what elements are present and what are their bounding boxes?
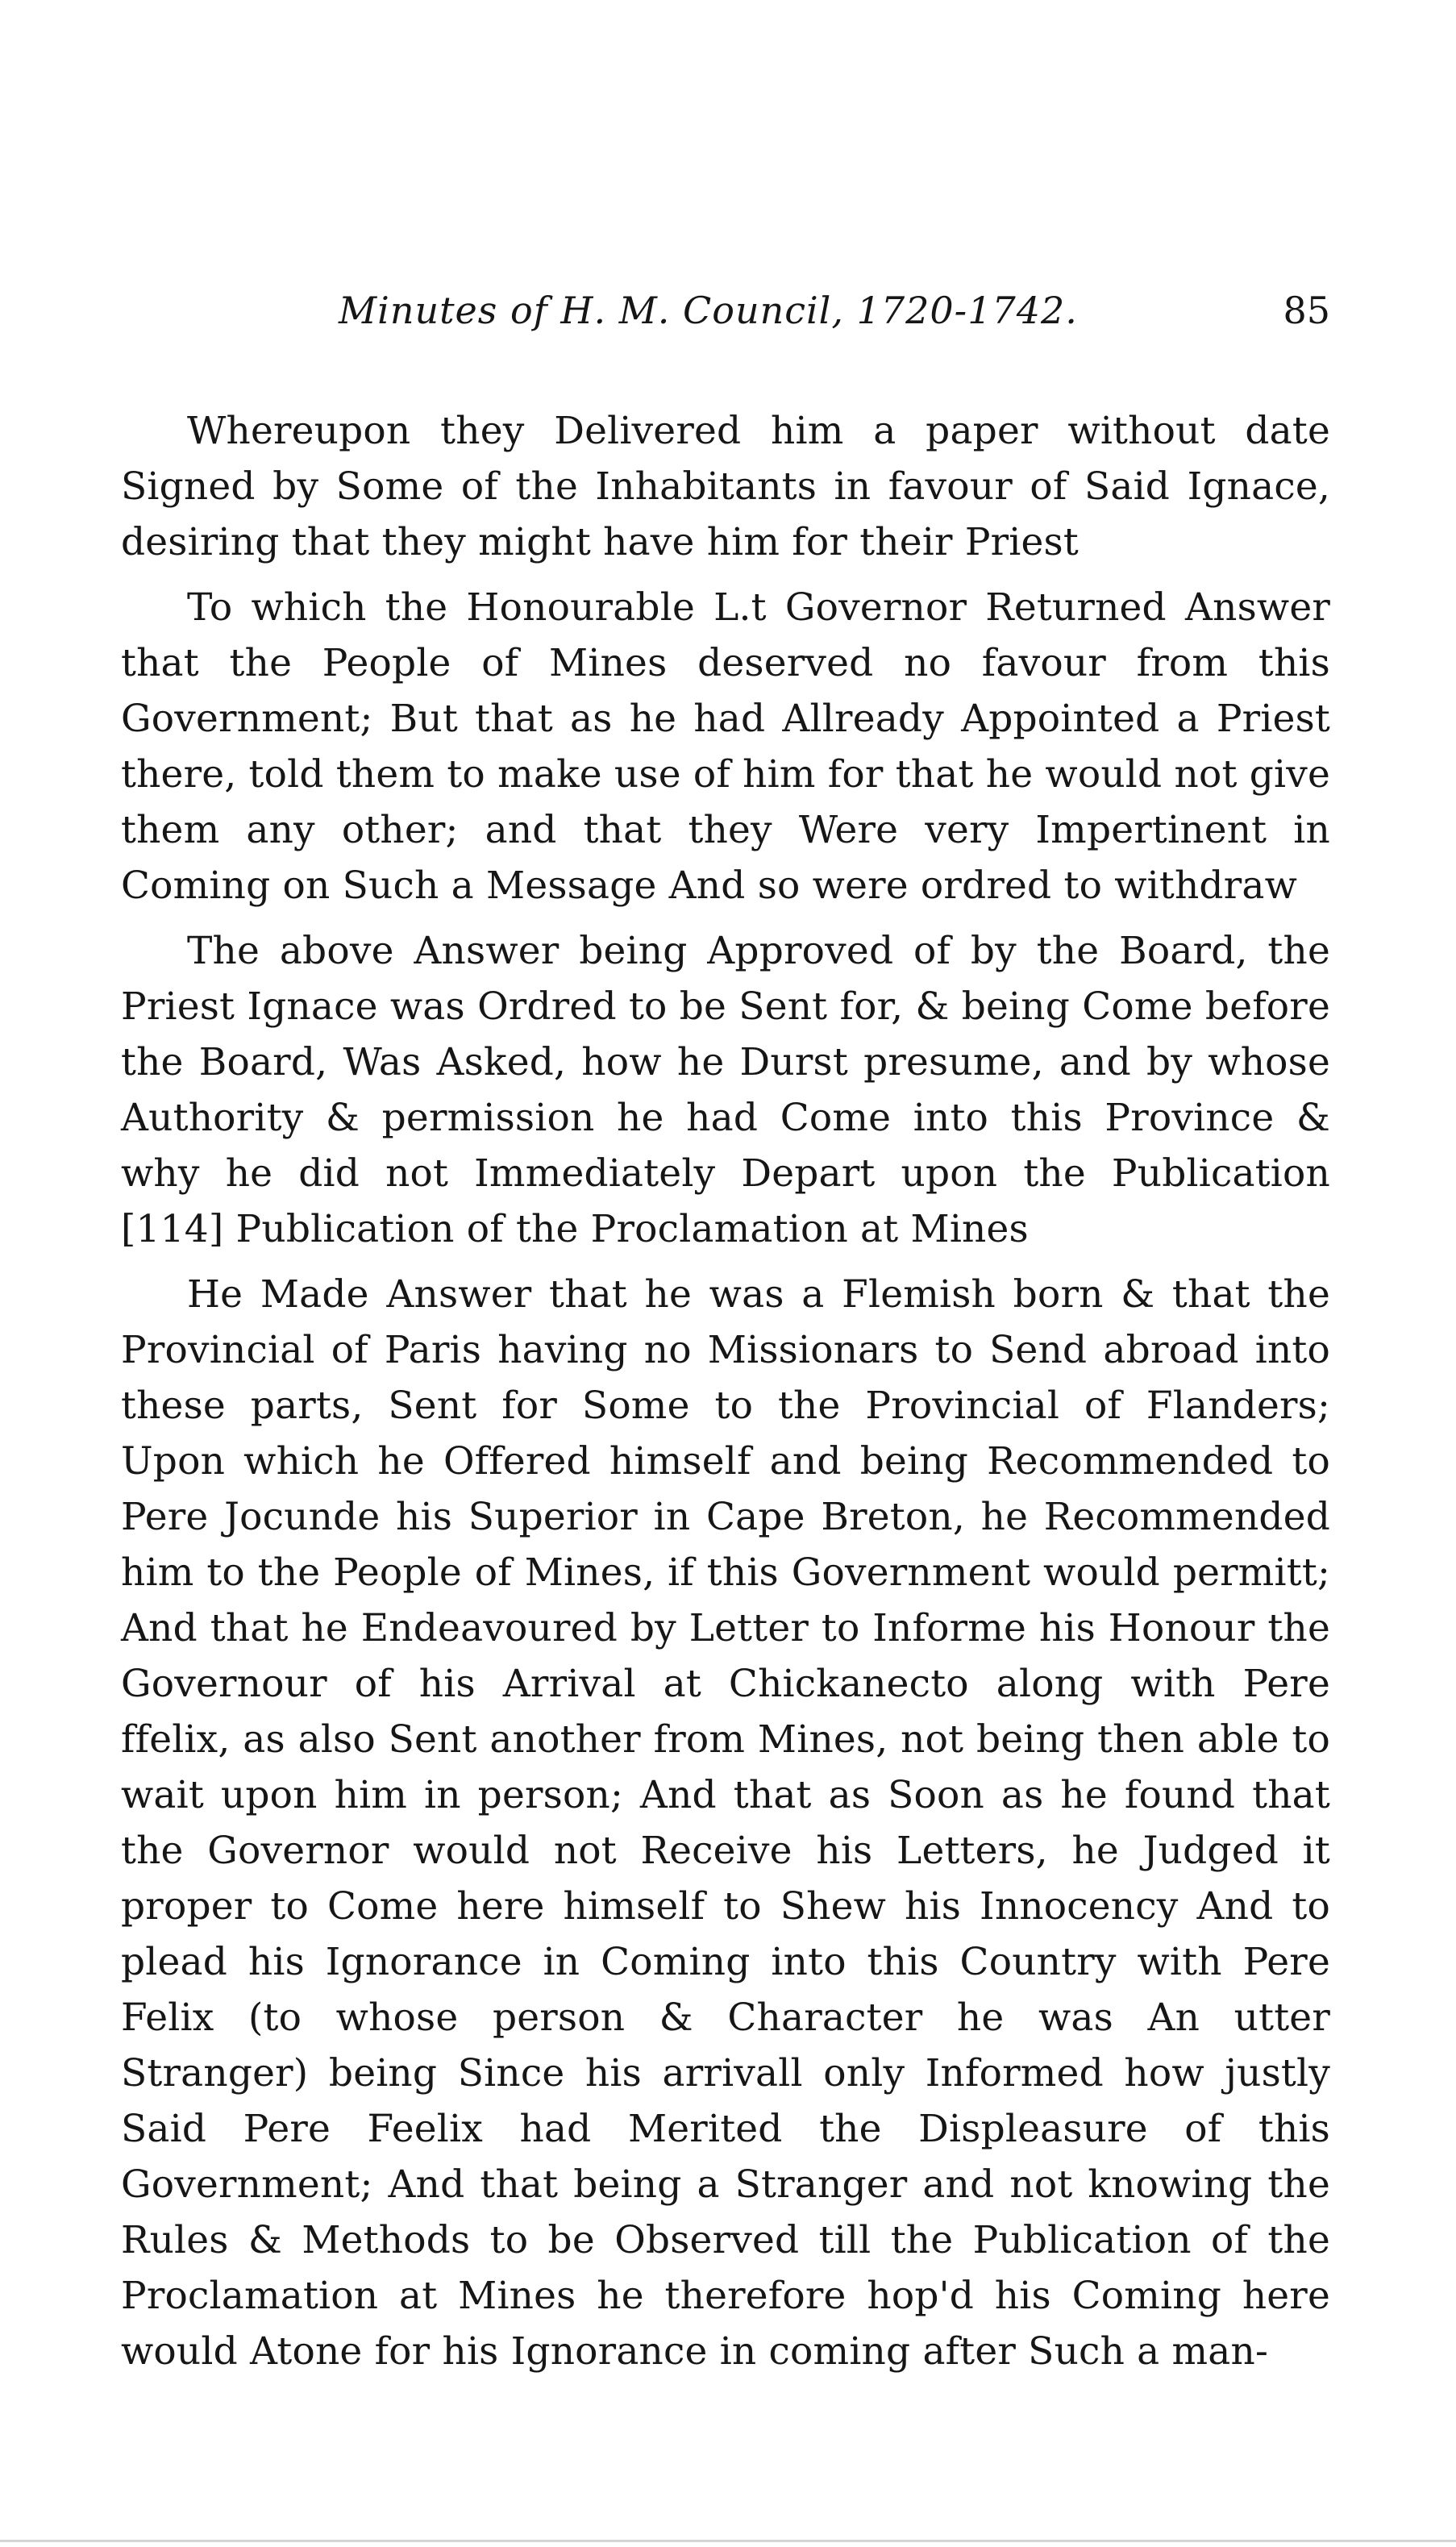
paragraph-3: The above Answer being Approved of by the Board, the Priest Ignace was Ordred to be Sent for, & being Come before the Board, Was Asked, how he Durst presume, and by whose Authority & permission he had Come into this Province & why he did not Immediately Depart upon the Publication [114] Publication of the Proclamation at Mines bbox=[121, 929, 1330, 1251]
page-number: 85 bbox=[1283, 289, 1330, 332]
running-title: Minutes of H. M. Council, 1720-1742. bbox=[339, 289, 1078, 332]
paragraph-2: To which the Honourable L.t Governor Returned Answer that the People of Mines deserved no favour from this Government; But that as he had Allready Appointed a Priest there, told them to make use of him for that he would not give them any other; and that they Were very Impertinent in Coming on Such a Message And so were ordred to withdraw bbox=[121, 585, 1330, 908]
body-text bbox=[121, 403, 1330, 2379]
running-header bbox=[121, 289, 1330, 353]
paragraph-1: Whereupon they Delivered him a paper without date Signed by Some of the Inhabitants in favour of Said Ignace, desiring that they might have him for their Priest bbox=[121, 409, 1330, 564]
document-page bbox=[121, 289, 1330, 2389]
page-edge bbox=[0, 2540, 1456, 2542]
paragraph-4: He Made Answer that he was a Flemish born & that the Provincial of Paris having no Missionars to Send abroad into these parts, Sent for Some to the Provincial of Flanders; Upon which he Offered himself and being Recommended to Pere Jocunde his Superior in Cape Breton, he Recommended him to the People of Mines, if this Government would permitt; And that he Endeavoured by Letter to Informe his Honour the Governour of his Arrival at Chickanecto along with Pere ffelix, as also Sent another from Mines, not being then able to wait upon him in person; And that as Soon as he found that the Governor would not Receive his Letters, he Judged it proper to Come here himself to Shew his Innocency And to plead his Ignorance in Coming into this Country with Pere Felix (to whose person & Character he was An utter Stranger) being Since his arrivall only Informed how justly Said Pere Feelix had Merited the Displeasure of this Government; And that being a Stranger and not knowing the Rules & Methods to be Observed till the Publication of the Proclamation at Mines he therefore hop'd his Coming here would Atone for his Ignorance in coming after Such a man- bbox=[121, 1272, 1330, 2374]
